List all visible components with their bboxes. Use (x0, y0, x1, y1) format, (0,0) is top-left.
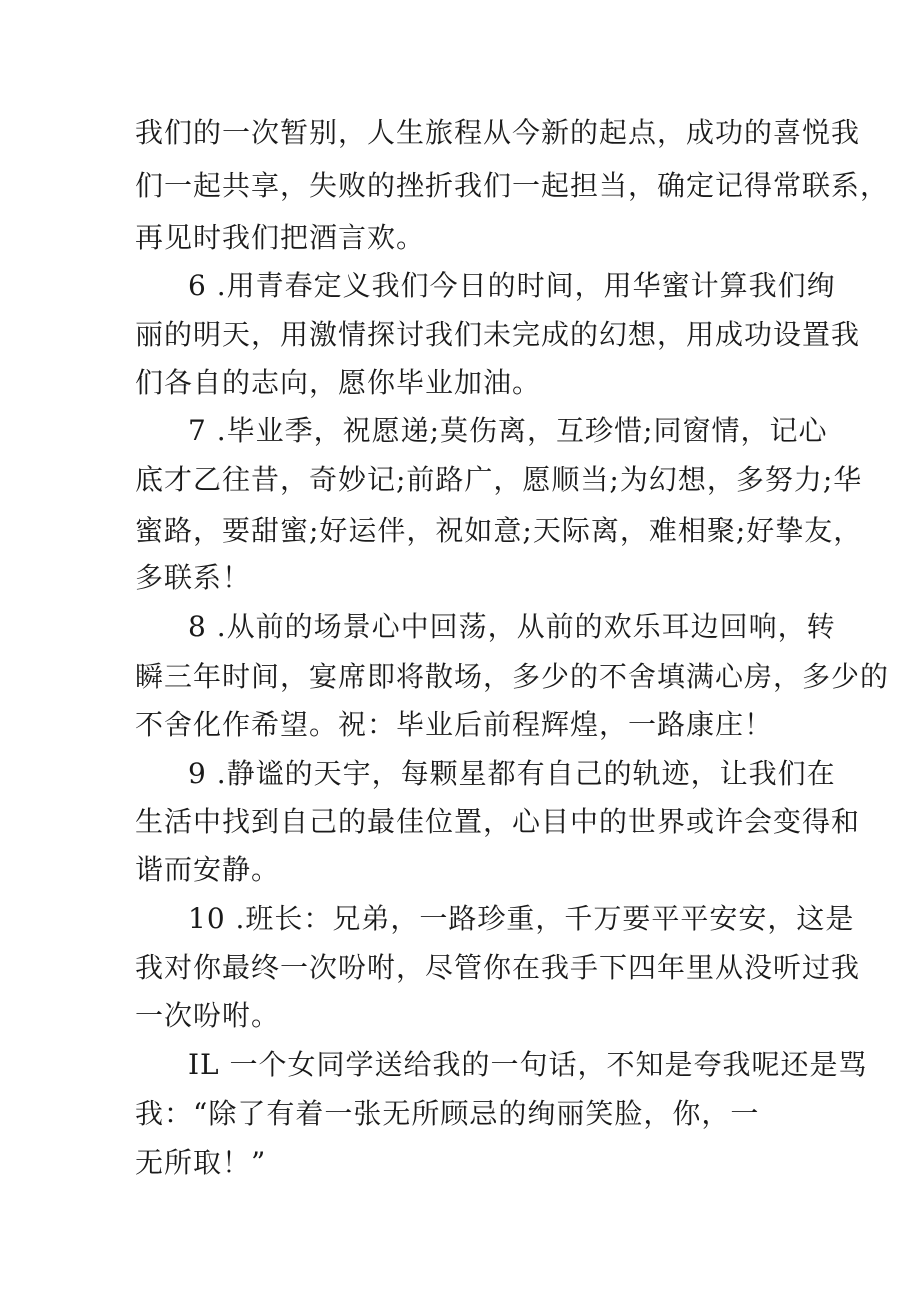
paragraph-6-line-3: 们各自的志向，愿你毕业加油。 (135, 366, 542, 399)
paragraph-1-line-2: 们一起共享，失败的挫折我们一起担当，确定记得常联系， (135, 169, 890, 202)
paragraph-10-line-1: 10 .班长：兄弟，一路珍重，千万要平平安安，这是 (188, 902, 855, 935)
paragraph-11-line-1: IL 一个女同学送给我的一句话，不知是夸我呢还是骂 (188, 1048, 868, 1081)
paragraph-1-line-3: 再见时我们把酒言欢。 (135, 221, 426, 254)
paragraph-7-line-4: 多联系！ (135, 561, 252, 594)
paragraph-1-line-1: 我们的一次暂别，人生旅程从今新的起点，成功的喜悦我 (135, 116, 861, 149)
paragraph-8-line-1: 8 .从前的场景心中回荡，从前的欢乐耳边回响，转 (188, 610, 836, 643)
paragraph-11-line-3: 无所取！” (135, 1146, 267, 1179)
paragraph-7-line-1: 7 .毕业季，祝愿递;莫伤离，互珍惜;同窗情，记心 (188, 414, 828, 447)
paragraph-7-line-3: 蜜路，要甜蜜;好运伴，祝如意;天际离，难相聚;好挚友， (135, 514, 863, 547)
paragraph-9-line-2: 生活中找到自己的最佳位置，心目中的世界或许会变得和 (135, 805, 861, 838)
paragraph-10-line-2: 我对你最终一次吩咐，尽管你在我手下四年里从没听过我 (135, 951, 861, 984)
paragraph-10-line-3: 一次吩咐。 (135, 999, 281, 1032)
paragraph-11-line-2: 我：“除了有着一张无所顾忌的绚丽笑脸，你，一 (135, 1097, 760, 1130)
paragraph-8-line-2: 瞬三年时间，宴席即将散场，多少的不舍填满心房，多少的 (135, 660, 890, 693)
paragraph-9-line-3: 谐而安静。 (135, 853, 281, 886)
paragraph-9-line-1: 9 .静谧的天宇，每颗星都有自己的轨迹，让我们在 (188, 757, 836, 790)
paragraph-8-line-3: 不舍化作希望。祝：毕业后前程辉煌，一路康庄！ (135, 708, 774, 741)
paragraph-6-line-2: 丽的明天，用激情探讨我们未完成的幻想，用成功设置我 (135, 318, 861, 351)
paragraph-6-line-1: 6 .用青春定义我们今日的时间，用华蜜计算我们绚 (188, 269, 836, 302)
paragraph-7-line-2: 底才乙往昔，奇妙记;前路广，愿顺当;为幻想，多努力;华 (135, 463, 863, 496)
